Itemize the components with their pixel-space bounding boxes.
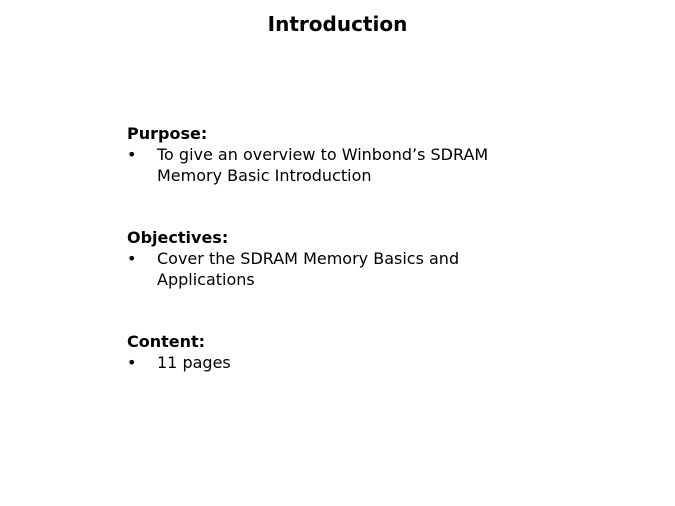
section-objectives xyxy=(127,227,557,290)
bullet-text: To give an overview to Winbond’s SDRAM Memory Basic Introduction xyxy=(157,145,489,185)
bullet-text: 11 pages xyxy=(157,353,231,372)
bullet-item xyxy=(127,248,557,290)
bullet-item xyxy=(127,352,557,373)
bullet-item xyxy=(127,144,557,186)
section-heading: Objectives: xyxy=(127,228,229,247)
bullet-text: Cover the SDRAM Memory Basics and Applications xyxy=(157,249,460,289)
section-heading: Purpose: xyxy=(127,124,208,143)
section-content xyxy=(127,331,557,373)
page-title: Introduction xyxy=(267,12,408,36)
section-heading: Content: xyxy=(127,332,206,351)
bullet-icon: • xyxy=(127,145,137,164)
bullet-icon: • xyxy=(127,249,137,268)
section-purpose xyxy=(127,123,557,186)
bullet-icon: • xyxy=(127,353,137,372)
